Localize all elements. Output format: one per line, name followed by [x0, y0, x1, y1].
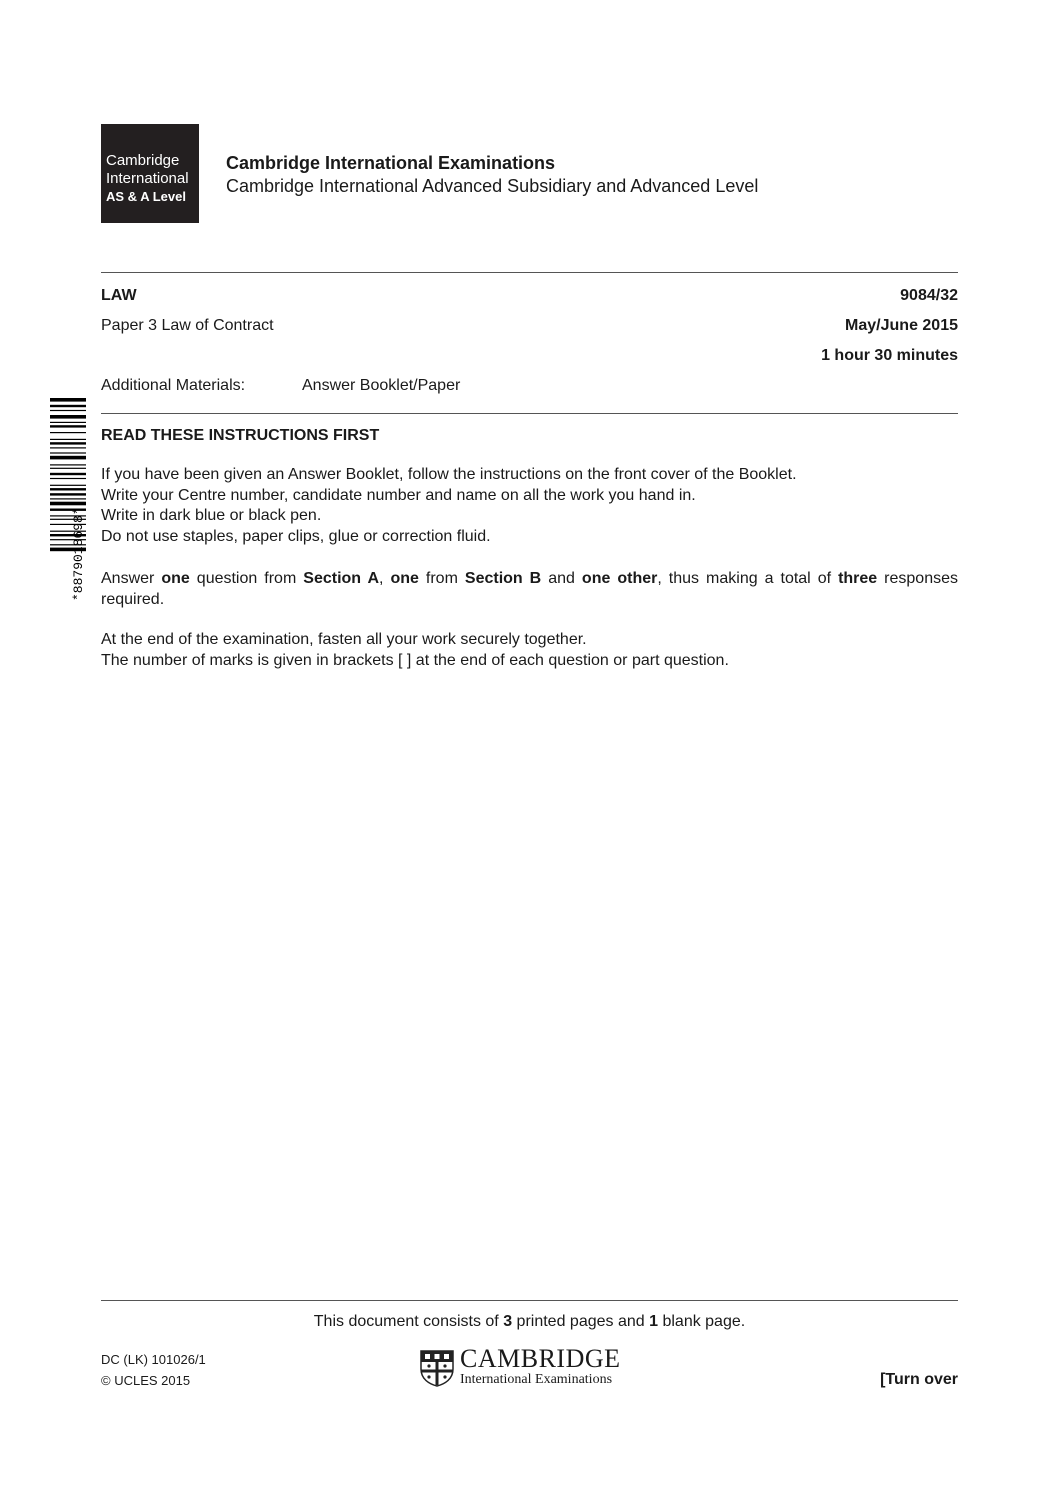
- barcode-bar: [50, 422, 86, 423]
- answer-emphasis: one other: [581, 570, 658, 587]
- footer-divider: [101, 1300, 958, 1301]
- header-divider: [101, 272, 958, 273]
- barcode-bar: [50, 442, 86, 444]
- barcode-bar: [50, 432, 86, 433]
- exam-session: May/June 2015: [845, 317, 958, 334]
- info-divider: [101, 413, 958, 414]
- document-reference: DC (LK) 101026/1: [101, 1352, 206, 1367]
- barcode-bar: [50, 456, 86, 460]
- subject-name: LAW: [101, 287, 137, 304]
- end-instructions: [101, 630, 958, 671]
- notice-text: This document consists of: [313, 1313, 504, 1330]
- cambridge-wordmark-sub: International Examinations: [460, 1372, 613, 1387]
- paper-code: 9084/32: [900, 287, 958, 304]
- candidate-barcode: [40, 398, 86, 603]
- barcode-bar: [50, 468, 86, 469]
- answer-text: and: [541, 570, 582, 587]
- exam-duration: 1 hour 30 minutes: [821, 347, 958, 364]
- answer-emphasis: Section A: [303, 570, 380, 587]
- answer-text: ,: [379, 570, 391, 587]
- cambridge-wordmark: CAMBRIDGE: [460, 1344, 621, 1373]
- barcode-bar: [50, 447, 86, 448]
- barcode-bar: [50, 493, 86, 495]
- page-count-notice: [101, 1313, 958, 1331]
- barcode-bar: [50, 485, 86, 486]
- answer-text: Answer: [101, 570, 162, 587]
- barcode-bar: [50, 415, 86, 419]
- materials-label: Additional Materials:: [101, 377, 246, 394]
- answer-text: question from: [189, 570, 304, 587]
- barcode-bar: [50, 502, 86, 506]
- barcode-bar: [50, 405, 86, 407]
- answer-emphasis: one: [161, 570, 190, 587]
- instruction-line: If you have been given an Answer Booklet, follow the instructions on the front cover of the Booklet.: [101, 466, 797, 483]
- instructions-block: [101, 465, 958, 547]
- barcode-bar: [50, 425, 86, 427]
- answer-text: responses required.: [101, 570, 958, 608]
- notice-text: printed pages and: [512, 1313, 650, 1330]
- organisation-name: Cambridge International Examinations: [226, 153, 556, 173]
- notice-number: 1: [649, 1313, 659, 1330]
- paper-title: Paper 3 Law of Contract: [101, 317, 274, 334]
- instruction-line: Write your Centre number, candidate number and name on all the work you hand in.: [101, 486, 696, 504]
- barcode-bar: [50, 488, 86, 490]
- notice-text: blank page.: [658, 1313, 746, 1330]
- answer-text: , thus making a total of: [657, 570, 839, 587]
- answer-instruction: [101, 569, 958, 610]
- answer-emphasis: three: [838, 570, 878, 587]
- instruction-line: The number of marks is given in brackets [ ] at the end of each question or part question.: [101, 651, 729, 669]
- barcode-bar: [50, 439, 86, 440]
- answer-text: from: [418, 570, 465, 587]
- barcode-bar: [50, 473, 86, 475]
- barcode-bar: [50, 498, 86, 499]
- instruction-line: Write in dark blue or black pen.: [101, 507, 322, 524]
- barcode-bar: [50, 478, 86, 479]
- cambridge-as-a-level-logo: [101, 124, 199, 223]
- logo-line-2: International: [106, 170, 189, 187]
- barcode-bar: [50, 464, 86, 465]
- barcode-bar: [50, 452, 86, 453]
- instruction-line: Do not use staples, paper clips, glue or correction fluid.: [101, 527, 491, 545]
- instructions-heading: READ THESE INSTRUCTIONS FIRST: [101, 427, 380, 444]
- cambridge-crest-icon: [419, 1349, 455, 1387]
- logo-line-3: AS & A Level: [106, 189, 186, 204]
- copyright-notice: © UCLES 2015: [101, 1373, 191, 1388]
- instruction-line: At the end of the examination, fasten all your work securely together.: [101, 631, 587, 648]
- notice-number: 3: [503, 1313, 513, 1330]
- barcode-number: *8879018698*: [71, 507, 86, 601]
- answer-emphasis: one: [390, 570, 419, 587]
- turn-over-label: [Turn over: [880, 1371, 958, 1388]
- materials-value: Answer Booklet/Paper: [302, 377, 461, 394]
- logo-line-1: Cambridge: [106, 152, 180, 169]
- qualification-title: Cambridge International Advanced Subsidiary and Advanced Level: [226, 176, 759, 196]
- barcode-bar: [50, 398, 86, 402]
- barcode-bar: [50, 410, 86, 411]
- answer-emphasis: Section B: [464, 570, 542, 587]
